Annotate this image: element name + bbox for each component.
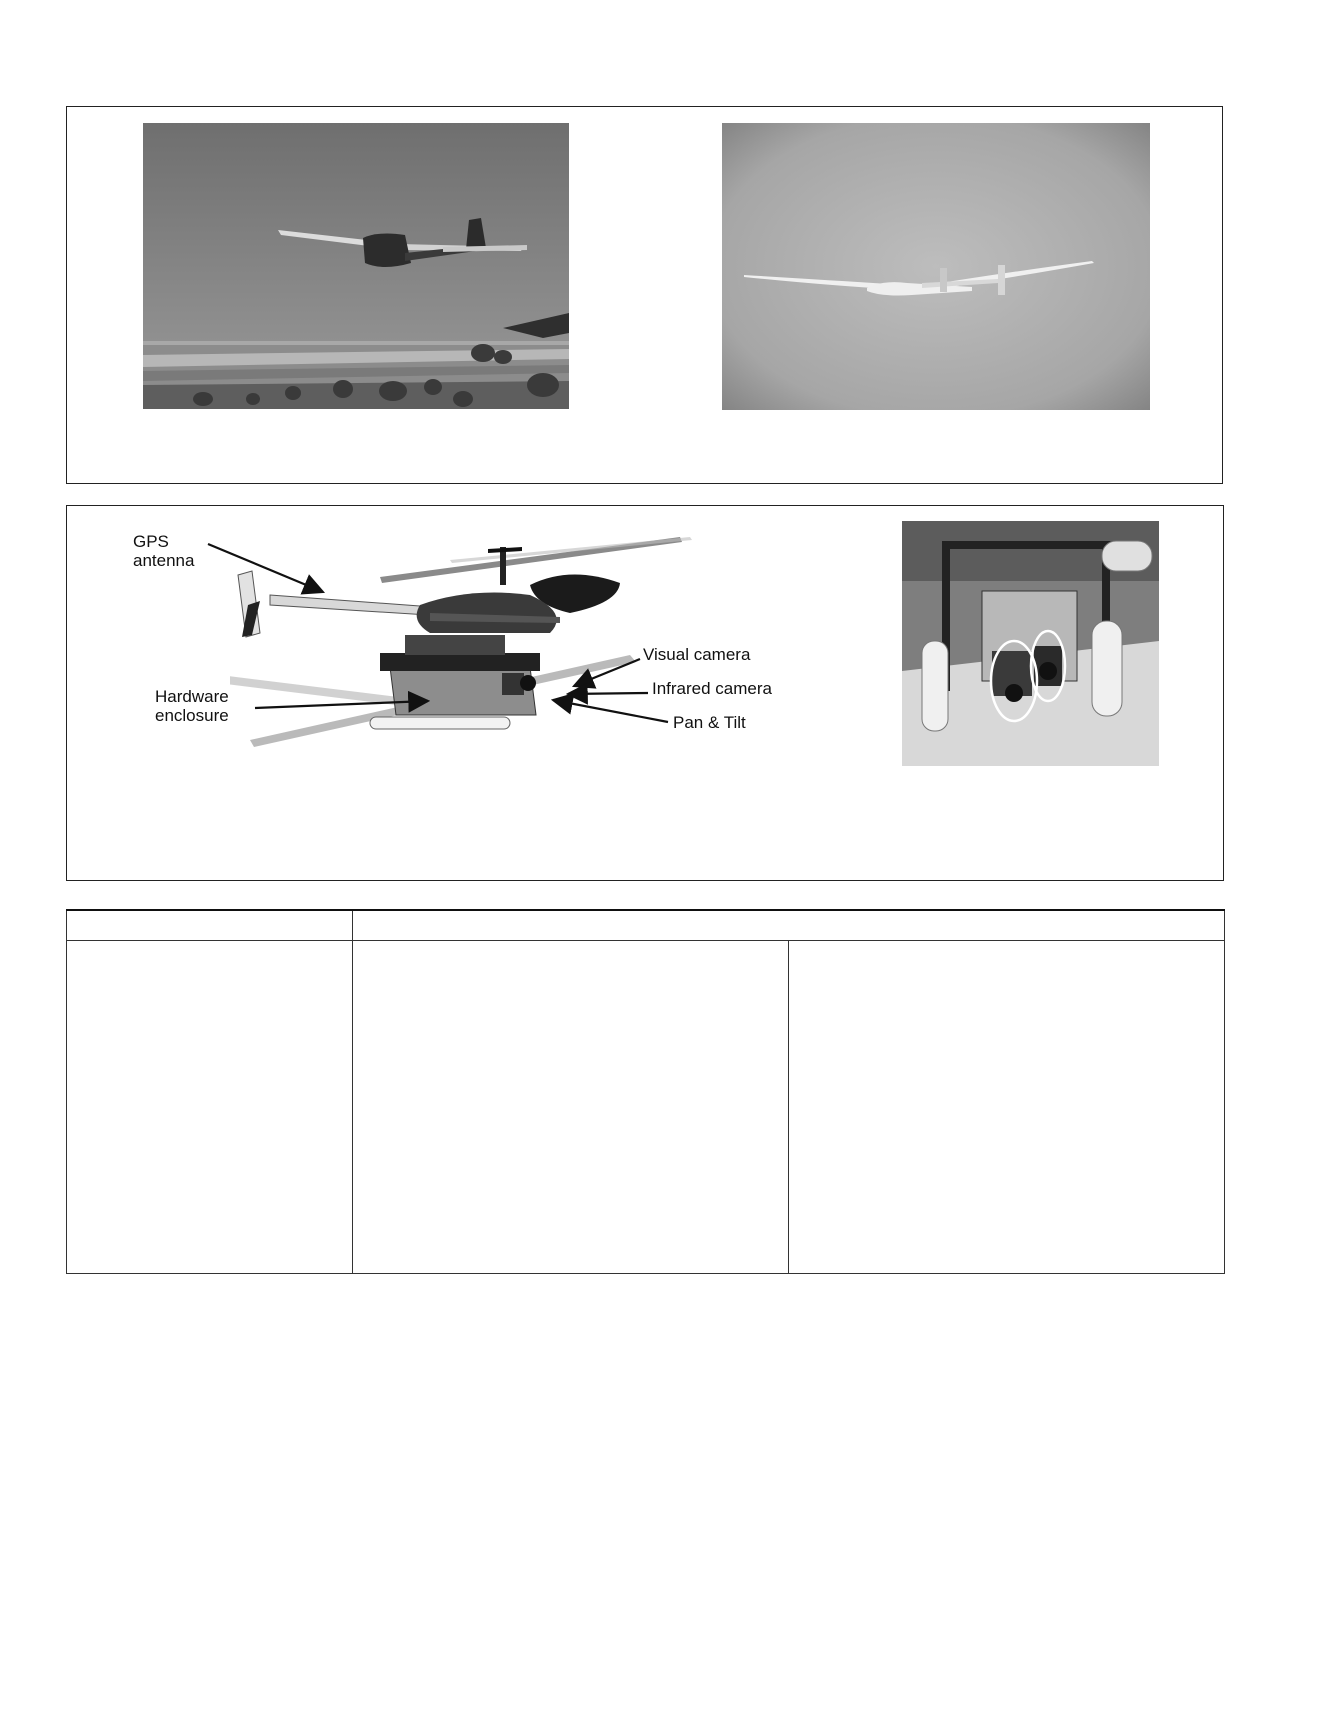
table-row (67, 941, 1225, 1274)
gps-antenna-label: GPS antenna (133, 532, 195, 570)
hardware-enclosure-label: Hardware enclosure (155, 687, 229, 725)
payload-photo (902, 521, 1159, 766)
visual-camera-label: Visual camera (643, 645, 751, 664)
table-header-cell (67, 910, 353, 941)
infrared-camera-label: Infrared camera (652, 679, 772, 698)
table-cell (67, 941, 353, 1274)
table-header-cell (353, 910, 789, 941)
specifications-table (66, 909, 1225, 1274)
table-header-cell (789, 910, 1225, 941)
helicopter-photo (230, 525, 710, 765)
uav-landscape-photo (143, 123, 569, 409)
table-cell (789, 941, 1225, 1274)
pan-tilt-label: Pan & Tilt (673, 713, 746, 732)
table-header-row (67, 910, 1225, 941)
table-cell (353, 941, 789, 1274)
uav-sky-photo (722, 123, 1150, 410)
